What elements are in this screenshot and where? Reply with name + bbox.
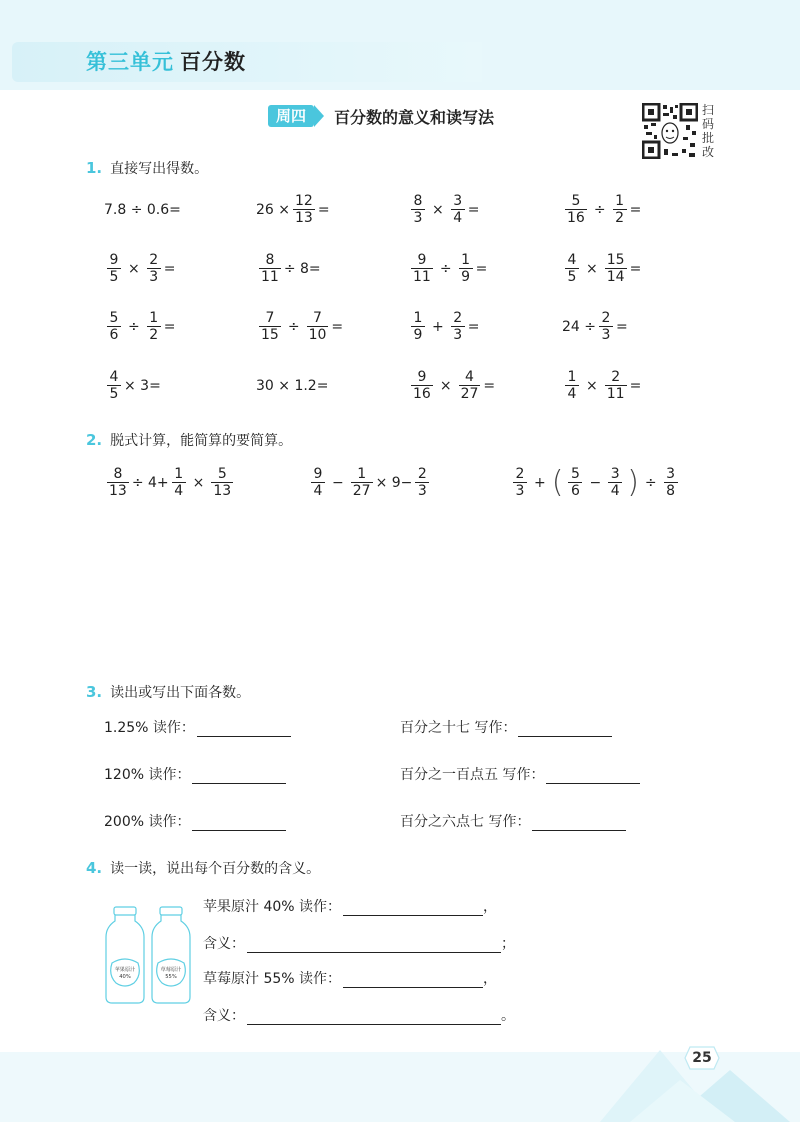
question-title: 读一读，说出每个百分数的含义。 [110,861,321,877]
answer-blank[interactable] [247,939,501,953]
fill-label: 含义： [203,1008,245,1024]
fraction: $\frac{5}{13}$ [213,466,232,499]
fill-label: 苹果原汁 40% 读作： [203,899,342,915]
day-header [268,104,494,128]
unit-label: 第三单元 [86,50,174,74]
fill-label: 1.25% 读作： [104,720,195,736]
operator: × [586,260,598,277]
question-title: 脱式计算，能简算的要简算。 [110,433,293,449]
q1-expr-3-4 [562,310,628,343]
q1-expr-1-4 [562,193,641,226]
fraction: $\frac{1}{4}$ [565,369,579,402]
fraction: $\frac{4}{27}$ [460,369,479,402]
q1-expr-1-2 [256,193,330,226]
answer-blank[interactable] [546,770,640,784]
expr-text: 24 ÷ [562,318,596,335]
q1-expr-3-2 [256,310,343,343]
punctuation: ， [483,971,498,987]
operator: ÷ [128,318,140,335]
footer-triangles [560,1040,800,1122]
operator: × [192,474,205,491]
expr-text: = [331,318,344,335]
page-number-text: 25 [692,1050,712,1066]
q3-right-3 [400,811,626,831]
q3-right-2 [400,764,640,784]
punctuation: ； [501,936,515,952]
expr-text: = [483,377,496,394]
question-4-heading [86,858,320,878]
answer-blank[interactable] [518,723,612,737]
q1-expr-2-2 [256,252,321,285]
header-strip [12,42,482,82]
answer-blank[interactable] [192,817,286,831]
fill-label: 120% 读作： [104,767,191,783]
fraction: $\frac{8}{13}$ [109,466,127,499]
answer-blank[interactable] [197,723,291,737]
operator: + [534,474,546,491]
expr-text: = [616,318,628,335]
fill-label: 含义： [203,936,245,952]
expr-text: ÷ 4+ [131,474,169,491]
q2-expr-2 [308,466,432,499]
fraction: $\frac{7}{10}$ [308,310,327,343]
q1-expr-2-3 [408,252,487,285]
q1-expr-2-4 [562,252,641,285]
expr-text: = [629,260,642,277]
q1-expr-2-1 [104,252,175,285]
fraction: $\frac{3}{8}$ [664,466,678,499]
fraction: $\frac{15}{14}$ [606,252,625,285]
question-3-heading [86,682,250,702]
fill-label: 百分之一百点五 写作： [400,767,545,783]
fraction: $\frac{2}{11}$ [606,369,625,402]
scan-char: 批 [702,131,715,145]
expr-text: = [317,201,330,218]
bottle-1-name: 苹果原汁 [114,967,136,973]
fraction: $\frac{4}{5}$ [565,252,579,285]
q1-expr-1-3 [408,193,479,226]
operator: + [432,318,444,335]
fraction: $\frac{9}{4}$ [311,466,325,499]
expr-text: 7.8 ÷ 0.6= [104,202,181,218]
fraction: $\frac{8}{11}$ [261,252,279,285]
operator: ÷ [439,260,452,277]
page-number [684,1046,720,1070]
q3-left-3 [104,811,286,831]
fraction: $\frac{3}{4}$ [451,193,465,226]
scan-char: 码 [702,117,715,131]
q2-expr-1 [104,466,236,499]
fraction: $\frac{7}{15}$ [261,310,279,343]
operator: ÷ [644,474,657,491]
punctuation: 。 [501,1008,515,1024]
operator: × [128,260,140,277]
answer-blank[interactable] [247,1011,501,1025]
scan-char: 改 [702,145,715,159]
juice-bottles-illustration [104,905,196,1005]
expr-text: ÷ 8= [283,260,321,277]
operator: × [432,201,444,218]
question-2-heading [86,430,292,450]
operator: × [586,377,598,394]
expr-text: = [467,201,480,218]
question-title: 读出或写出下面各数。 [110,685,251,701]
q1-expr-4-4 [562,369,641,402]
expr-text: = [475,260,488,277]
fraction: $\frac{1}{9}$ [411,310,425,343]
expr-text: = [629,377,642,394]
unit-title [86,46,246,76]
fraction: $\frac{5}{6}$ [568,466,582,499]
fraction: $\frac{2}{3}$ [513,466,527,499]
q4-line-1 [203,896,497,916]
fraction: $\frac{1}{27}$ [352,466,371,499]
expr-text: = [629,201,642,218]
punctuation: ， [483,899,498,915]
fraction: $\frac{1}{2}$ [147,310,161,343]
fill-label: 百分之十七 写作： [400,720,517,736]
fraction: $\frac{9}{5}$ [107,252,121,285]
expr-text: 26 × [256,201,290,218]
right-paren: ) [627,464,639,500]
expr-text: = [163,260,176,277]
operator: ÷ [593,201,606,218]
expr-text: = [163,318,176,335]
scan-label [702,103,718,159]
bottle-2-name: 草莓原汁 [160,967,182,973]
fraction: $\frac{9}{16}$ [413,369,431,402]
q3-left-1 [104,717,291,737]
answer-blank[interactable] [532,817,626,831]
expr-text: 30 × 1.2= [256,378,329,394]
fraction: $\frac{5}{16}$ [567,193,585,226]
question-number: 2. [86,431,103,449]
bottle-2-percent: 55% [165,974,177,980]
q2-expr-3 [510,466,681,499]
operator: − [589,474,602,491]
expr-text: = [467,318,480,335]
q1-expr-4-1 [104,369,161,402]
fraction: $\frac{8}{3}$ [411,193,425,226]
fraction: $\frac{12}{13}$ [295,193,313,226]
expr-text: × 3= [124,377,161,394]
operator: × [439,377,452,394]
expr-text: × 9− [375,474,413,491]
unit-topic: 百分数 [180,50,246,74]
fraction: $\frac{2}{3}$ [451,310,465,343]
question-number: 4. [86,859,103,877]
fill-label: 草莓原汁 55% 读作： [203,971,342,987]
lesson-title: 百分数的意义和读写法 [334,107,495,127]
q4-line-2 [203,933,515,953]
fraction: $\frac{2}{3}$ [599,310,613,343]
question-number: 3. [86,683,103,701]
day-badge: 周四 [268,105,314,127]
fraction: $\frac{1}{4}$ [172,466,186,499]
answer-blank[interactable] [343,902,483,916]
qr-code-icon[interactable] [642,103,698,159]
fill-label: 200% 读作： [104,814,191,830]
q3-right-1 [400,717,612,737]
q1-expr-4-3 [408,369,495,402]
fraction: $\frac{3}{4}$ [608,466,622,499]
question-number: 1. [86,159,103,177]
left-paren: ( [551,464,564,500]
operator: − [332,474,344,491]
fraction: $\frac{9}{11}$ [413,252,431,285]
q1-expr-1-1 [104,202,181,218]
question-1-heading [86,158,208,178]
q1-expr-3-1 [104,310,175,343]
fraction: $\frac{1}{9}$ [459,252,473,285]
bottle-1-percent: 40% [119,974,131,980]
q1-expr-4-2 [256,378,328,394]
fraction: $\frac{5}{6}$ [107,310,121,343]
question-title: 直接写出得数。 [110,161,209,177]
q1-expr-3-3 [408,310,479,343]
answer-blank[interactable] [192,770,286,784]
fraction: $\frac{4}{5}$ [107,369,121,402]
fraction: $\frac{2}{3}$ [415,466,429,499]
scan-char: 扫 [702,103,715,117]
q4-line-4 [203,1005,515,1025]
answer-blank[interactable] [343,974,483,988]
fraction: $\frac{1}{2}$ [613,193,627,226]
operator: ÷ [287,318,300,335]
fill-label: 百分之六点七 写作： [400,814,531,830]
fraction: $\frac{2}{3}$ [147,252,161,285]
q3-left-2 [104,764,286,784]
q4-line-3 [203,968,497,988]
